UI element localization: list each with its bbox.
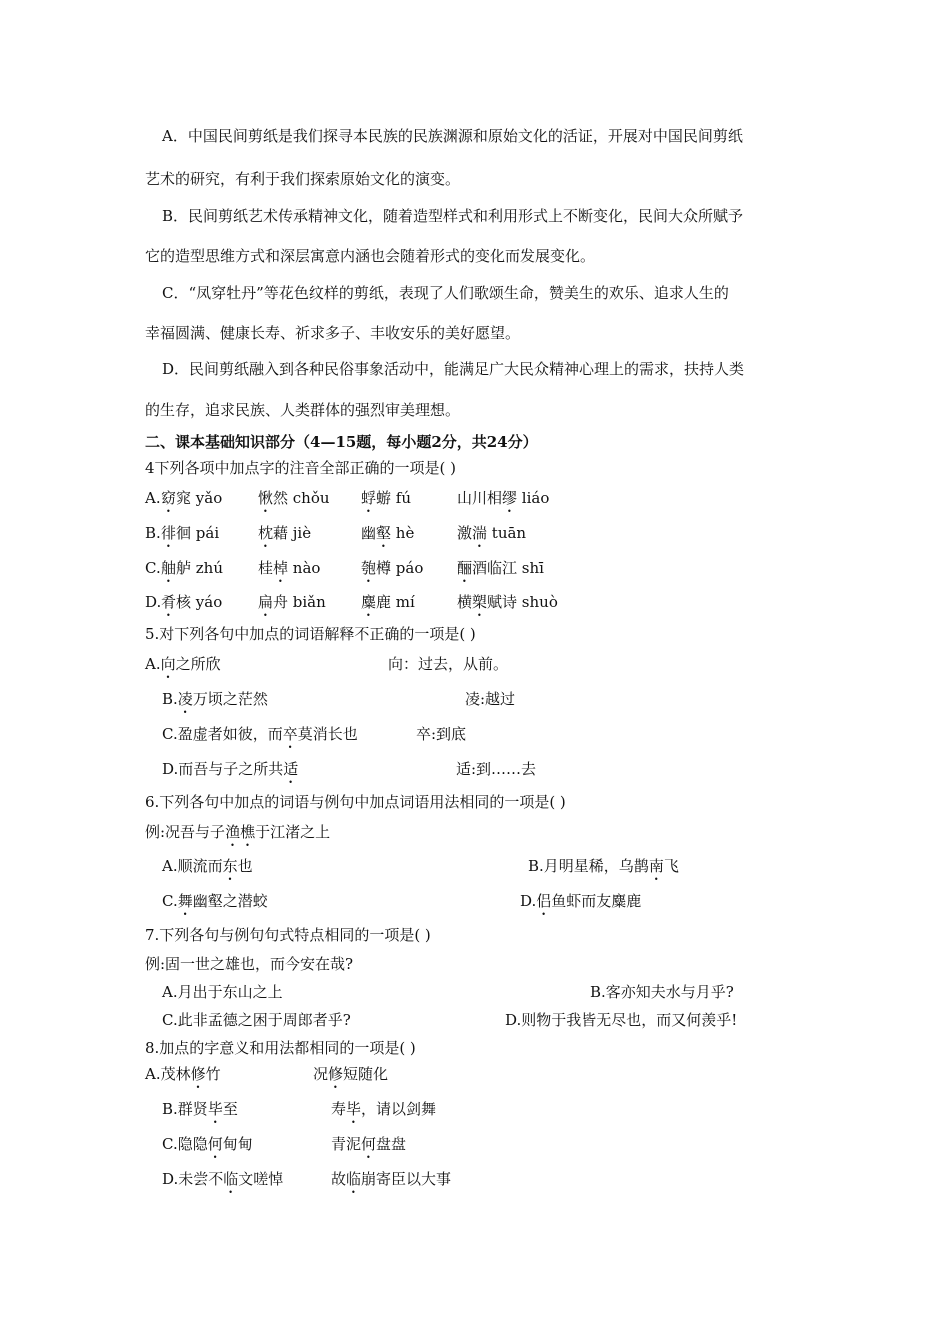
q5-a-gloss: 向：过去，从前。 xyxy=(388,655,509,673)
q5-b-gloss: 凌:越过 xyxy=(465,690,516,708)
q8-c-left: C.隐隐何甸甸 xyxy=(162,1135,253,1153)
q4-a-item2: 愀然 chǒu xyxy=(258,489,330,507)
q6-example: 例:况吾与子渔樵于江渚之上 xyxy=(145,823,331,841)
q7-option-a: A.月出于东山之上 xyxy=(162,983,283,1001)
q8-c-right: 青泥何盘盘 xyxy=(331,1135,407,1153)
q4-c-item1: 舳舻 zhú xyxy=(161,559,224,577)
option-a-line1: A．中国民间剪纸是我们探寻本民族的民族渊源和原始文化的活证，开展对中国民间剪纸 xyxy=(162,127,743,145)
q8-stem: 8.加点的字意义和用法都相同的一项是( ) xyxy=(145,1039,416,1057)
q7-example: 例:固一世之雄也，而今安在哉? xyxy=(145,955,354,973)
q8-d-left: D.未尝不临文嗟悼 xyxy=(162,1170,284,1188)
q5-d-gloss: 适:到……去 xyxy=(456,760,537,778)
q4-c-item4: 酾酒临江 shī xyxy=(457,559,544,577)
q4-stem: 4下列各项中加点字的注音全部正确的一项是( ) xyxy=(145,459,457,477)
q5-c-sentence: C.盈虚者如彼，而卒莫消长也 xyxy=(162,725,358,743)
q6-option-a: A.顺流而东也 xyxy=(162,857,253,875)
q8-b-left: B.群贤毕至 xyxy=(162,1100,238,1118)
q5-d-sentence: D.而吾与子之所共适 xyxy=(162,760,299,778)
q4-b-label: B. xyxy=(145,524,161,542)
q4-b-item2: 枕藉 jiè xyxy=(258,524,312,542)
q4-a-item4: 山川相缪 liáo xyxy=(457,489,550,507)
q5-a-sentence: A.向之所欣 xyxy=(145,655,221,673)
section-heading: 二、课本基础知识部分（4—15题，每小题2分，共24分） xyxy=(145,433,538,451)
q6-option-b: B.月明星稀，乌鹊南飞 xyxy=(528,857,679,875)
q8-d-right: 故临崩寄臣以大事 xyxy=(331,1170,452,1188)
option-d-line1: D．民间剪纸融入到各种民俗事象活动中，能满足广大民众精神心理上的需求，扶持人类 xyxy=(162,360,745,378)
q4-a-item1: 窈窕 yǎo xyxy=(161,489,223,507)
q6-option-d: D.侣鱼虾而友麋鹿 xyxy=(520,892,642,910)
q7-option-b: B.客亦知夫水与月乎? xyxy=(590,983,734,1001)
q4-b-item4: 激湍 tuān xyxy=(457,524,527,542)
q5-stem: 5.对下列各句中加点的词语解释不正确的一项是( ) xyxy=(145,625,476,643)
q8-a-right: 况修短随化 xyxy=(313,1065,389,1083)
option-b-line2: 它的造型思维方式和深层寓意内涵也会随着形式的变化而发展变化。 xyxy=(145,247,596,265)
q7-option-c: C.此非孟德之困于周郎者乎? xyxy=(162,1011,351,1029)
option-c-line1: C．“凤穿牡丹”等花色纹样的剪纸，表现了人们歌颂生命，赞美生的欢乐、追求人生的 xyxy=(162,284,729,302)
q8-b-right: 寿毕，请以剑舞 xyxy=(331,1100,437,1118)
q5-b-sentence: B.凌万顷之茫然 xyxy=(162,690,268,708)
q4-d-item4: 横槊赋诗 shuò xyxy=(457,593,558,611)
q4-a-item3: 蜉蝣 fú xyxy=(361,489,411,507)
q6-stem: 6.下列各句中加点的词语与例句中加点词语用法相同的一项是( ) xyxy=(145,793,566,811)
option-b-line1: B．民间剪纸艺术传承精神文化，随着造型样式和利用形式上不断变化，民间大众所赋予 xyxy=(162,207,744,225)
q4-b-item1: 徘徊 pái xyxy=(161,524,220,542)
q4-a-label: A. xyxy=(145,489,161,507)
q4-d-item3: 麋鹿 mí xyxy=(361,593,415,611)
q5-c-gloss: 卒:到底 xyxy=(416,725,467,743)
q7-option-d: D.则物于我皆无尽也，而又何羡乎! xyxy=(505,1011,738,1029)
q4-d-label: D. xyxy=(145,593,162,611)
option-a-line2: 艺术的研究，有利于我们探索原始文化的演变。 xyxy=(145,170,461,188)
q4-d-item1: 肴核 yáo xyxy=(161,593,223,611)
q4-c-item3: 匏樽 páo xyxy=(361,559,424,577)
q7-stem: 7.下列各句与例句句式特点相同的一项是( ) xyxy=(145,926,431,944)
q6-option-c: C.舞幽壑之潜蛟 xyxy=(162,892,268,910)
option-c-line2: 幸福圆满、健康长寿、祈求多子、丰收安乐的美好愿望。 xyxy=(145,324,521,342)
option-d-line2: 的生存，追求民族、人类群体的强烈审美理想。 xyxy=(145,401,461,419)
q4-c-item2: 桂棹 nào xyxy=(258,559,321,577)
q4-b-item3: 幽壑 hè xyxy=(361,524,415,542)
q4-c-label: C. xyxy=(145,559,161,577)
q4-d-item2: 扁舟 biǎn xyxy=(258,593,326,611)
q8-a-left: A.茂林修竹 xyxy=(145,1065,221,1083)
